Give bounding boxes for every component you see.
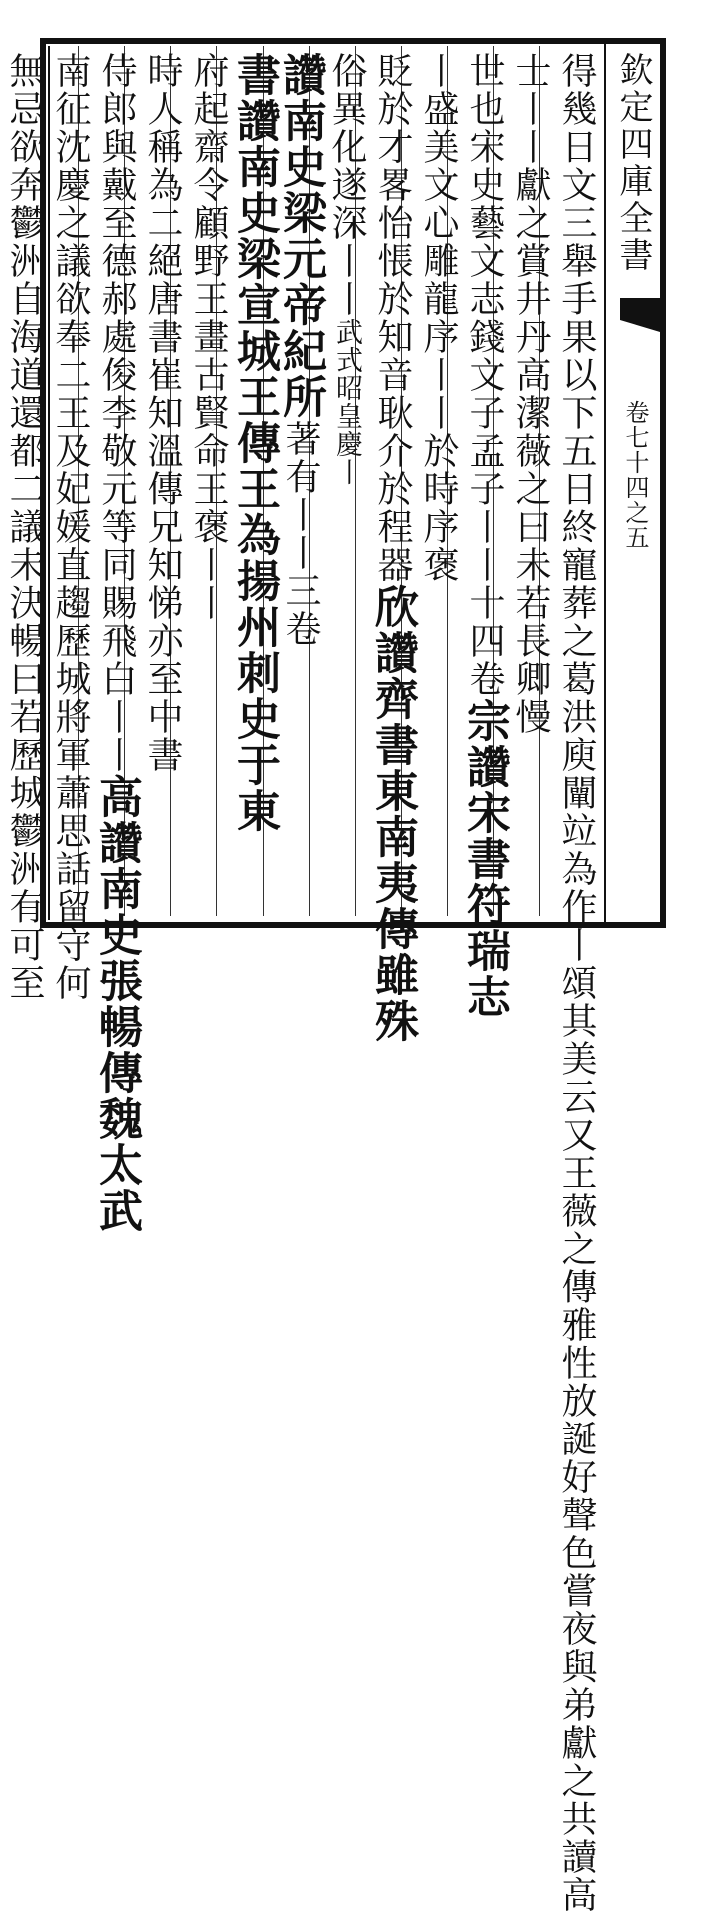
text-column: 南征沈慶之議欲奉二王及妃媛直趨歷城將軍蕭思話留守何 — [50, 52, 91, 1002]
text-column: 無忌欲奔鬱洲自海道還都二議未決暢曰若歷城鬱洲有可至 — [4, 52, 45, 1002]
book-title: 欽定四庫全書 — [613, 52, 653, 274]
text-column: 丨盛美文心雕龍序丨丨於時序褒 — [418, 52, 459, 584]
text-column: 府起齋令顧野王畫古賢命王褒丨丨 — [188, 52, 229, 622]
text-column: 讚南史梁元帝紀所著有丨丨三卷 — [275, 52, 326, 648]
text-column: 世也宋史藝文志錢文子孟子丨丨十四卷宗讚宋書符瑞志 — [459, 52, 510, 1020]
headword: 宗讚宋書符瑞志 — [459, 698, 510, 1020]
headword: 書讚南史梁宣城王傳王為揚州刺史于東 — [229, 52, 280, 834]
text-column: 士丨丨獻之賞井丹高潔薇之曰未若長卿慢 — [510, 52, 551, 736]
headword: 高讚南史張暢傳魏太武 — [91, 774, 142, 1234]
headword: 欣讚齊書東南夷傳雖殊 — [367, 584, 418, 1044]
text-column: 時人稱為二絕唐書崔知溫傳兄知悌亦至中書 — [142, 52, 183, 774]
text-column: 侍郎與戴至德郝處俊李敬元等同賜飛白丨丨高讚南史張暢傳魏太武 — [91, 52, 142, 1234]
text-column: 貶於才畧怡悵於知音耿介於程器欣讚齊書東南夷傳雖殊 — [367, 52, 418, 1044]
text-column: 俗異化遂深丨丨武式昭皇慶丨 — [326, 52, 367, 486]
fish-tail-mark — [620, 298, 660, 332]
text-column: 得幾日文三舉手果以下五日終寵葬之葛洪庾闡竝為作丨頌其美云又王薇之傳雅性放誕好聲色嘗夜與弟獻之共讀高 — [556, 52, 597, 1914]
headword: 讚南史梁元帝紀所 — [275, 52, 326, 420]
volume-label: 卷七十四之五 — [621, 400, 649, 550]
